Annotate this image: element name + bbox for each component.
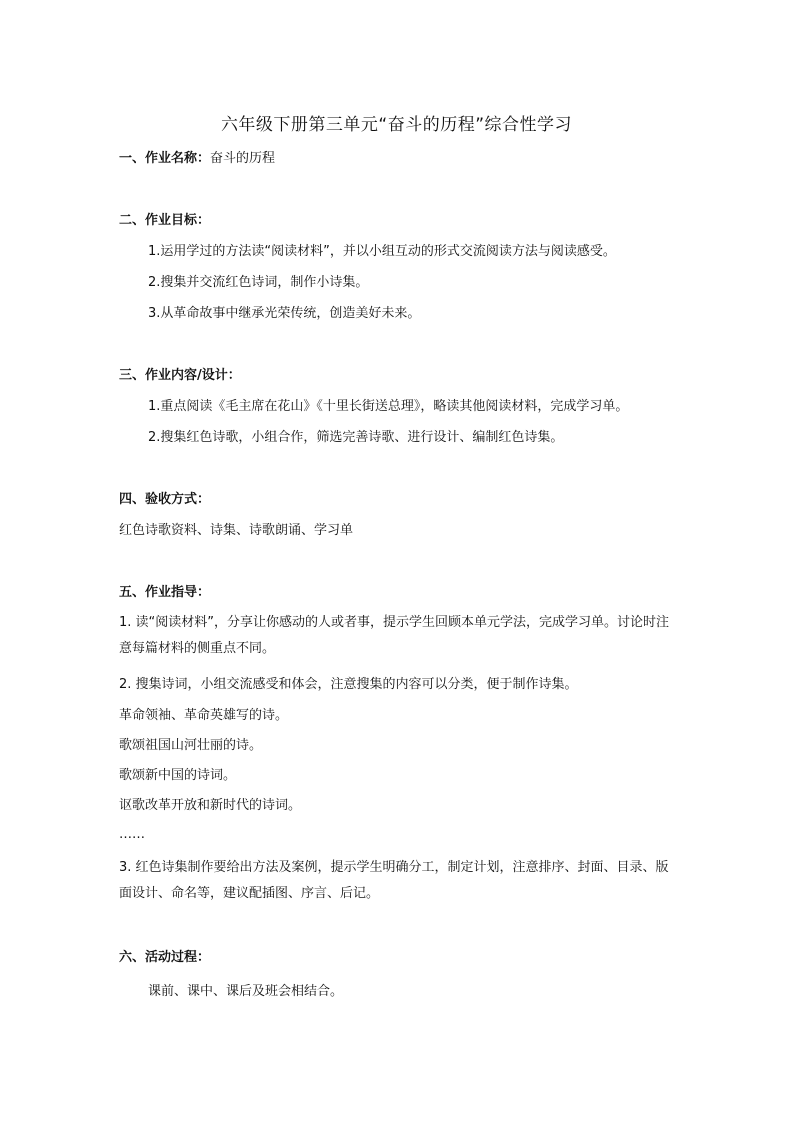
section-6-heading: 六、活动过程： xyxy=(119,950,211,965)
section-3-heading: 三、作业内容/设计： xyxy=(119,368,241,383)
section-5-paragraph-3: 3. 红色诗集制作要给出方法及案例，提示学生明确分工，制定计划，注意排序、封面、目录、版面设计、命名等，建议配插图、序言、后记。 xyxy=(119,860,669,901)
section-4-heading: 四、验收方式： xyxy=(119,492,211,507)
section-5-paragraph-2: 2. 搜集诗词，小组交流感受和体会，注意搜集的内容可以分类，便于制作诗集。 xyxy=(119,677,578,692)
section-5-paragraph-1: 1. 读“阅读材料”，分享让你感动的人或者事，提示学生回顾本单元学法，完成学习单。讨论时注意每篇材料的侧重点不同。 xyxy=(119,615,670,656)
section-5-ellipsis: …… xyxy=(119,827,145,842)
section-5-list-item-1: 革命领袖、革命英雄写的诗。 xyxy=(119,708,289,723)
section-1-heading: 一、作业名称： xyxy=(119,151,211,166)
section-2-heading: 二、作业目标： xyxy=(119,213,211,228)
page-title: 六年级下册第三单元“奋斗的历程”综合性学习 xyxy=(220,115,573,135)
section-5-list-item-4: 讴歌改革开放和新时代的诗词。 xyxy=(119,798,302,813)
section-3-item-2: 2.搜集红色诗歌，小组合作，筛选完善诗歌、进行设计、编制红色诗集。 xyxy=(148,430,564,445)
section-1 xyxy=(119,150,275,168)
section-5-list-item-2: 歌颂祖国山河壮丽的诗。 xyxy=(119,738,263,753)
section-5-heading: 五、作业指导： xyxy=(119,585,211,600)
section-3-item-1: 1.重点阅读《毛主席在花山》《十里长街送总理》，略读其他阅读材料，完成学习单。 xyxy=(148,399,629,414)
section-4-value: 红色诗歌资料、诗集、诗歌朗诵、学习单 xyxy=(119,523,354,538)
section-2-item-2: 2.搜集并交流红色诗词，制作小诗集。 xyxy=(148,275,369,290)
section-6-value: 课前、课中、课后及班会相结合。 xyxy=(148,984,344,999)
section-2-item-3: 3.从革命故事中继承光荣传统，创造美好未来。 xyxy=(148,306,421,321)
section-2-item-1: 1.运用学过的方法读“阅读材料”，并以小组互动的形式交流阅读方法与阅读感受。 xyxy=(148,244,616,259)
section-1-value: 奋斗的历程 xyxy=(210,151,276,166)
section-5-list-item-3: 歌颂新中国的诗词。 xyxy=(119,768,237,783)
